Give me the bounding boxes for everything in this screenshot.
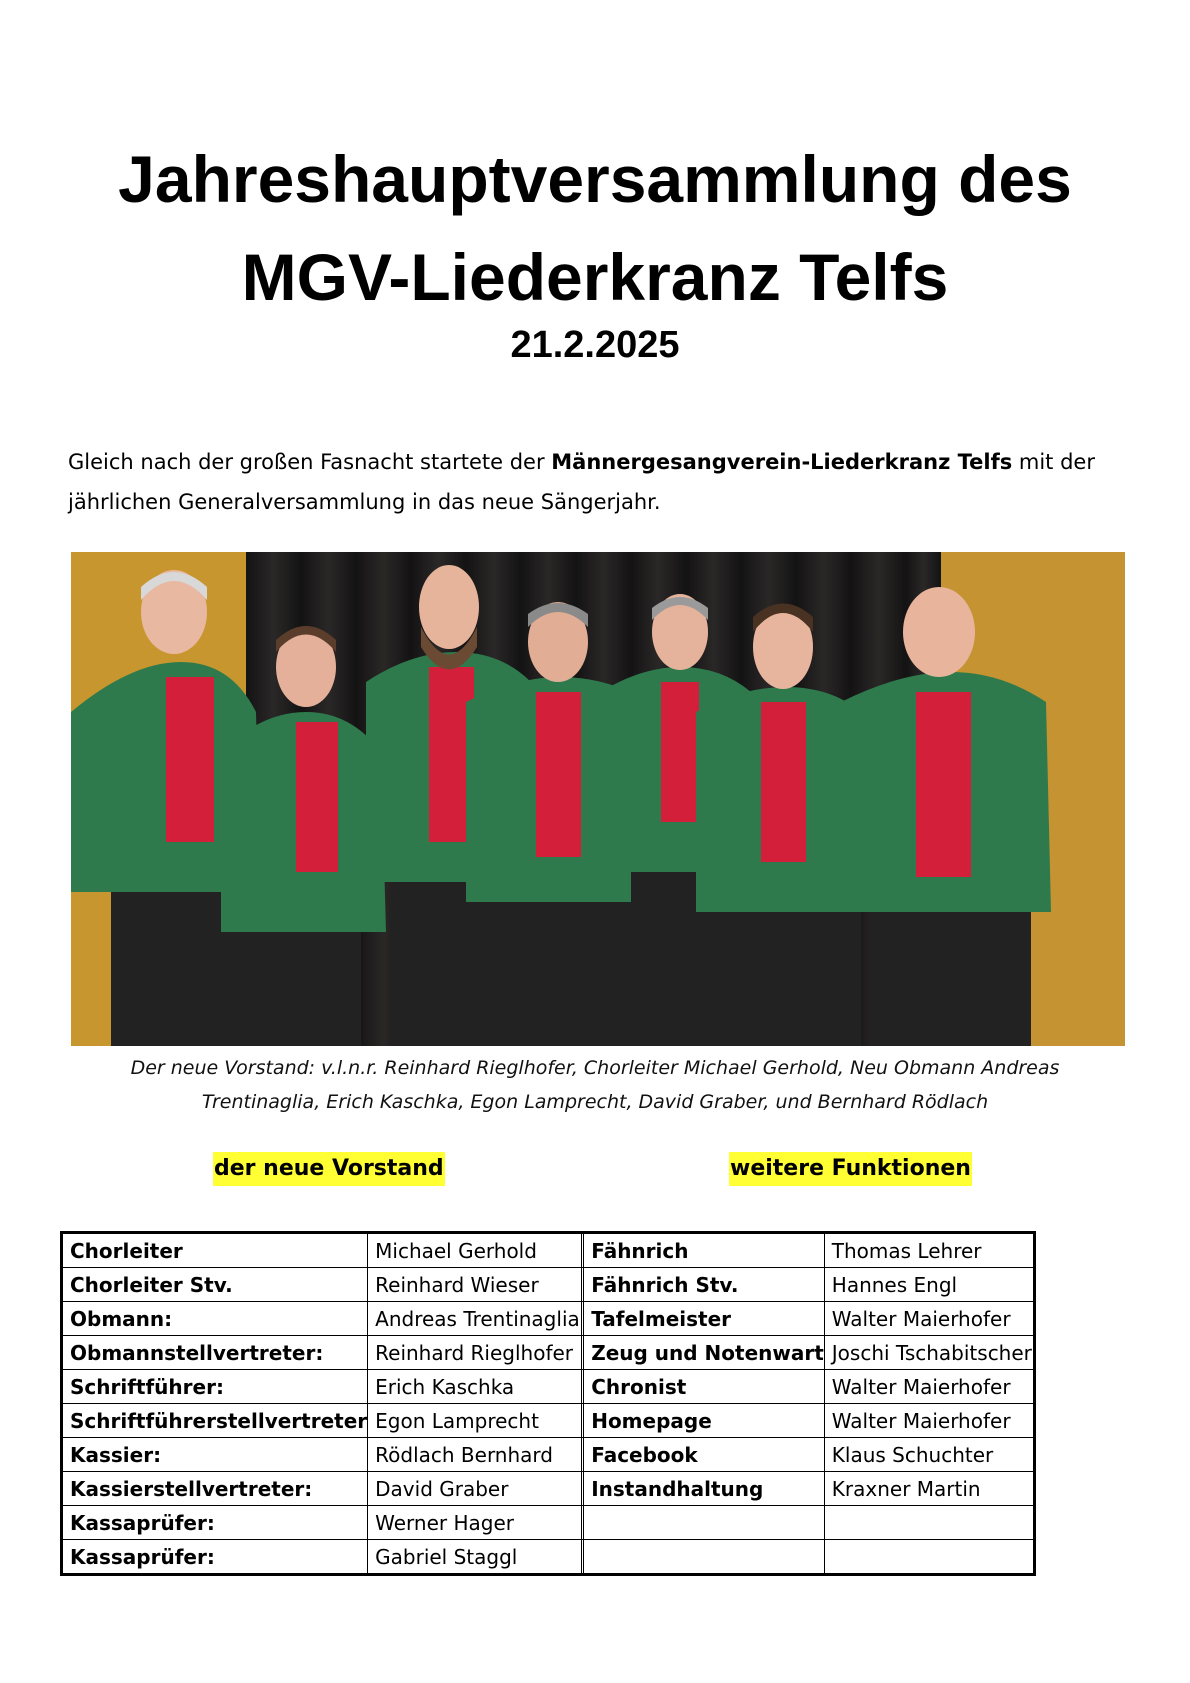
group-photo-illustration bbox=[71, 552, 1125, 1046]
funktion-name-cell: Hannes Engl bbox=[824, 1268, 1034, 1302]
table-row bbox=[62, 1506, 1035, 1540]
vorstand-role-cell: Chorleiter bbox=[62, 1233, 368, 1268]
funktion-name-cell: Thomas Lehrer bbox=[824, 1233, 1034, 1268]
table-row bbox=[62, 1472, 1035, 1506]
document-date: 21.2.2025 bbox=[510, 324, 680, 366]
funktion-role-cell: Homepage bbox=[584, 1404, 825, 1438]
table-row bbox=[62, 1404, 1035, 1438]
intro-club-name: Männergesangverein-Liederkranz Telfs bbox=[551, 450, 1013, 474]
vorstand-role-cell: Chorleiter Stv. bbox=[62, 1268, 368, 1302]
vorstand-name-cell: Andreas Trentinaglia bbox=[368, 1302, 582, 1336]
title-line-1: Jahreshauptversammlung des bbox=[118, 142, 1072, 216]
funktion-role-cell: Instandhaltung bbox=[584, 1472, 825, 1506]
title-line-2: MGV-Liederkranz Telfs bbox=[241, 240, 949, 314]
intro-paragraph bbox=[68, 442, 1128, 522]
funktion-name-cell bbox=[824, 1540, 1034, 1575]
vorstand-role-cell: Schriftführerstellvertreter bbox=[62, 1404, 368, 1438]
funktion-name-cell: Klaus Schuchter bbox=[824, 1438, 1034, 1472]
funktion-role-cell: Facebook bbox=[584, 1438, 825, 1472]
vorstand-name-cell: David Graber bbox=[368, 1472, 582, 1506]
funktion-role-cell: Fähnrich bbox=[584, 1233, 825, 1268]
funktion-role-cell bbox=[584, 1540, 825, 1575]
group-photo bbox=[71, 552, 1125, 1046]
table-row bbox=[62, 1233, 1035, 1268]
vorstand-name-cell: Werner Hager bbox=[368, 1506, 582, 1540]
funktion-name-cell: Walter Maierhofer bbox=[824, 1370, 1034, 1404]
funktion-role-cell bbox=[584, 1506, 825, 1540]
table-row bbox=[62, 1336, 1035, 1370]
vorstand-name-cell: Egon Lamprecht bbox=[368, 1404, 582, 1438]
caption-line-2: Trentinaglia, Erich Kaschka, Egon Lamprecht, David Graber, und Bernhard Rödlach bbox=[201, 1091, 989, 1113]
table-row bbox=[62, 1302, 1035, 1336]
intro-text-2: mit der jährlichen Generalversammlung in das neue Sängerjahr. bbox=[68, 450, 1095, 514]
funktion-name-cell: Walter Maierhofer bbox=[824, 1404, 1034, 1438]
officers-table bbox=[60, 1231, 1036, 1576]
vorstand-role-cell: Obmann: bbox=[62, 1302, 368, 1336]
table-row bbox=[62, 1370, 1035, 1404]
vorstand-role-cell: Kassier: bbox=[62, 1438, 368, 1472]
vorstand-role-cell: Obmannstellvertreter: bbox=[62, 1336, 368, 1370]
vorstand-role-cell: Kassaprüfer: bbox=[62, 1540, 368, 1575]
document-title bbox=[0, 130, 1190, 326]
vorstand-name-cell: Rödlach Bernhard bbox=[368, 1438, 582, 1472]
table-row bbox=[62, 1438, 1035, 1472]
funktion-role-cell: Fähnrich Stv. bbox=[584, 1268, 825, 1302]
funktion-role-cell: Tafelmeister bbox=[584, 1302, 825, 1336]
vorstand-role-cell: Kassaprüfer: bbox=[62, 1506, 368, 1540]
vorstand-role-cell: Schriftführer: bbox=[62, 1370, 368, 1404]
vorstand-name-cell: Reinhard Rieglhofer bbox=[368, 1336, 582, 1370]
caption-line-1: Der neue Vorstand: v.l.n.r. Reinhard Rieglhofer, Chorleiter Michael Gerhold, Neu Obmann Andreas bbox=[130, 1057, 1060, 1079]
photo-caption bbox=[80, 1051, 1110, 1119]
funktion-name-cell: Joschi Tschabitscher bbox=[824, 1336, 1034, 1370]
funktion-name-cell: Walter Maierhofer bbox=[824, 1302, 1034, 1336]
vorstand-role-cell: Kassierstellvertreter: bbox=[62, 1472, 368, 1506]
vorstand-name-cell: Reinhard Wieser bbox=[368, 1268, 582, 1302]
officers-table-body bbox=[62, 1233, 1035, 1575]
table-row bbox=[62, 1268, 1035, 1302]
vorstand-name-cell: Erich Kaschka bbox=[368, 1370, 582, 1404]
intro-text-1: Gleich nach der großen Fasnacht startete der bbox=[68, 450, 552, 474]
heading-vorstand: der neue Vorstand bbox=[213, 1152, 445, 1186]
heading-funktionen: weitere Funktionen bbox=[729, 1152, 972, 1186]
funktion-name-cell bbox=[824, 1506, 1034, 1540]
table-row bbox=[62, 1540, 1035, 1575]
vorstand-name-cell: Gabriel Staggl bbox=[368, 1540, 582, 1575]
funktion-name-cell: Kraxner Martin bbox=[824, 1472, 1034, 1506]
funktion-role-cell: Chronist bbox=[584, 1370, 825, 1404]
funktion-role-cell: Zeug und Notenwart bbox=[584, 1336, 825, 1370]
vorstand-name-cell: Michael Gerhold bbox=[368, 1233, 582, 1268]
